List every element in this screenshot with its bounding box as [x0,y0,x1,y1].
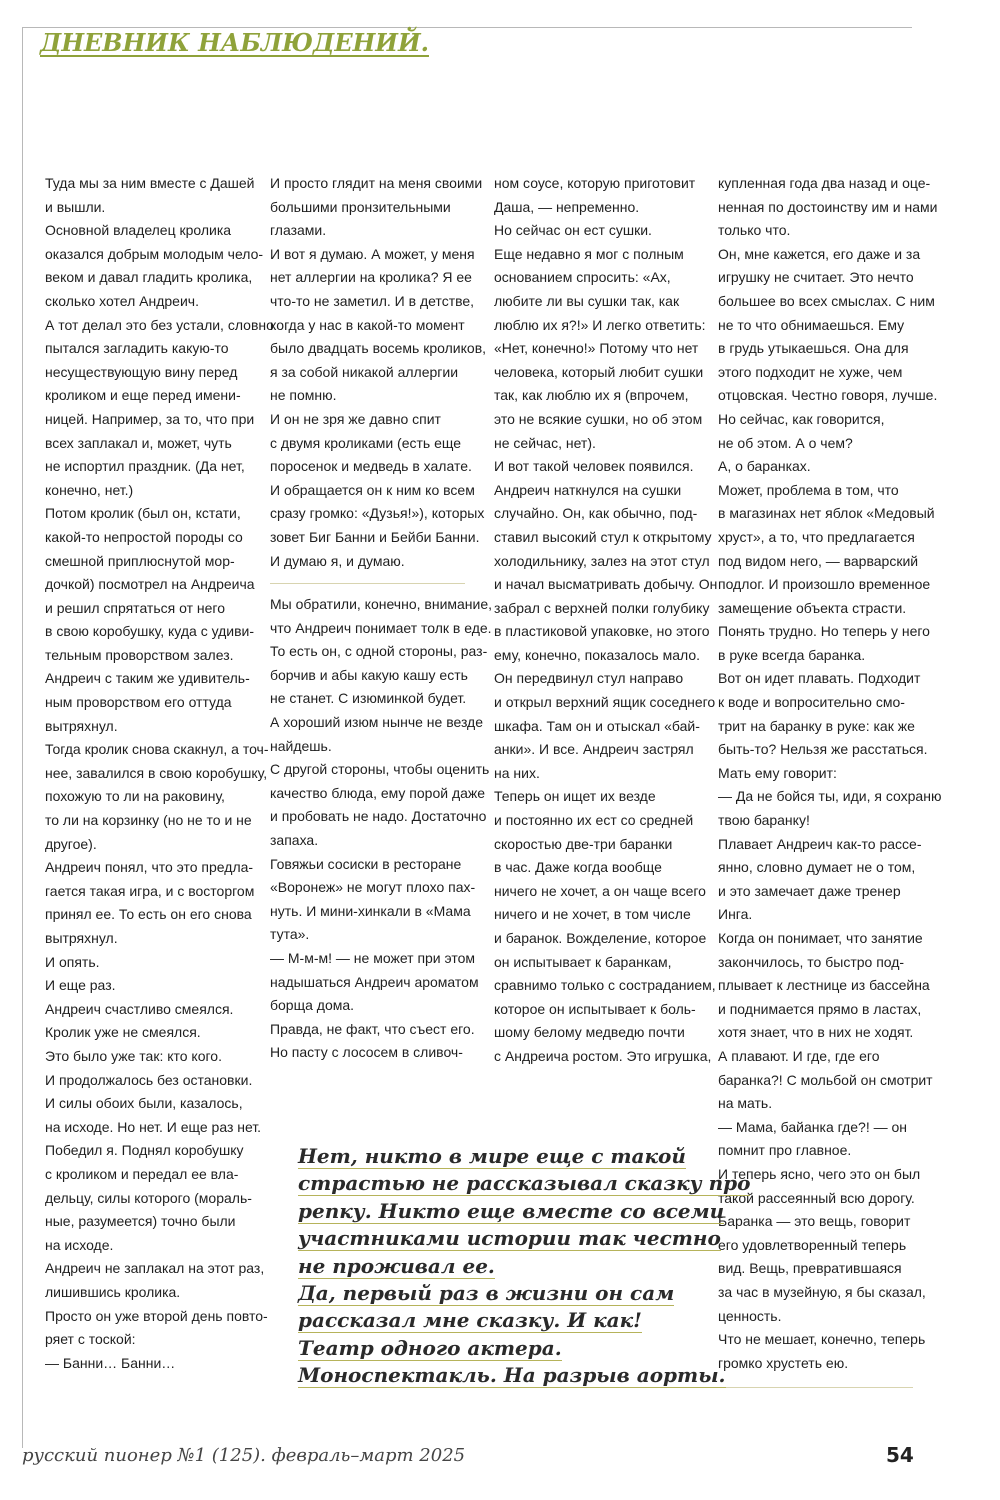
text-line: А хороший изюм нынче не везде [270,714,484,731]
text-line: И теперь ясно, чего это он был [718,1165,921,1182]
text-line: смешной приплюснутой мор- [45,552,235,569]
text-line: И он не зря же давно спит [270,410,441,427]
text-line: Но сейчас он ест сушки. [494,222,652,239]
footer-issue-info: русский пионер №1 (125). февраль–март 2025 [22,1445,466,1466]
text-line: помнит про главное. [718,1142,852,1159]
text-line: поросенок и медведь в халате. [270,458,472,475]
text-line: к воде и вопросительно смо- [718,694,905,711]
text-line: Кролик уже не смеялся. [45,1024,201,1041]
text-line: вытряхнул. [45,930,118,946]
text-line: Потом кролик (был он, кстати, [45,505,241,522]
text-line: И опять. [45,953,100,970]
text-line: Еще недавно я мог с полным [494,245,684,262]
text-line: зовет Биг Банни и Бейби Банни. [270,528,480,545]
text-line: Андреич не заплакал на этот раз, [45,1260,265,1277]
text-line: и это замечает даже тренер [718,882,901,899]
text-line: с двумя кроликами (есть еще [270,434,462,451]
text-line: сравнимо только с состраданием, [494,977,716,994]
text-line: под видом него, — варварский [718,552,919,569]
text-line: — М-м-м! — не может при этом [270,950,476,966]
text-line: найдешь. [270,737,332,754]
text-line: забрал с верхней полки голубику [494,599,710,616]
text-line: его удовлетворенный теперь [718,1236,907,1253]
pull-quote-text: Да, первый раз в жизни он сам [298,1281,675,1306]
text-line: купленная года два назад и оце- [718,175,931,191]
text-line: в магазинах нет яблок «Медовый [718,505,935,522]
text-line: нуть. И мини-хинкали в «Мама [270,902,471,919]
left-margin-rule [22,28,23,1448]
pull-quote-text: Нет, никто в мире еще с такой [298,1144,686,1168]
text-line: игрушку не считает. Это нечто [718,269,914,286]
text-column-2 [270,172,493,1065]
text-line: И обращается он к ним ко всем [270,481,475,498]
text-line: конечно, нет.) [45,481,134,498]
text-line: другое). [45,835,97,852]
text-column-3 [494,172,718,1069]
text-line: Андреич счастливо смеялся. [45,1000,234,1017]
text-line: янно, словно думает не о том, [718,859,916,876]
pull-quote-line [298,1225,721,1252]
text-line: трит на баранку в руке: как же [718,717,915,734]
text-line: Андреич понял, что это предла- [45,859,254,876]
text-line: Даша, — непременно. [494,198,640,215]
text-line: кроликом и еще перед имени- [45,387,241,404]
text-line: дочкой) посмотрел на Андреича [45,576,255,593]
pull-quote-text: рассказал мне сказку. И как! [298,1308,642,1333]
text-line: борща дома. [270,997,355,1014]
text-line: гается такая игра, и с восторгом [45,882,255,899]
text-line: принял ее. То есть он его снова [45,906,252,923]
text-line: не то что обнимаешься. Ему [718,316,905,333]
text-line: оказался добрым молодым чело- [45,245,264,262]
text-line: Когда он понимает, что занятие [718,930,923,946]
text-line: и постоянно их ест со средней [494,812,694,829]
text-line: И вот такой человек появился. [494,458,694,475]
text-line: не станет. С изюминкой будет. [270,690,467,707]
text-line: Говяжьи сосиски в ресторане [270,855,462,872]
text-line: замещение объекта страсти. [718,599,907,616]
pull-quote-line [298,1335,698,1362]
text-line: Это было уже так: кто кого. [45,1047,222,1064]
text-line: в свою коробушку, куда с удиви- [45,623,255,640]
text-line: такой рассеянный всю дорогу. [718,1189,915,1206]
text-line: и баранок. Вожделение, которое [494,930,707,946]
text-line: надышаться Андреич ароматом [270,973,479,990]
text-line: скоростью две-три баранки [494,835,673,852]
text-line: Понять трудно. Но теперь у него [718,623,930,640]
text-line: тельным проворством залез. [45,646,234,663]
text-line: Тогда кролик снова скакнул, а точ- [45,741,269,758]
text-line: на исходе. Но нет. И еще раз нет. [45,1118,262,1135]
text-line: нее, завалился в свою коробушку, [45,764,268,781]
text-line: ему, конечно, показалось мало. [494,646,701,663]
text-line: что Андреич понимает толк в еде. [270,619,492,636]
text-line: не сейчас, нет). [494,434,596,451]
text-line: в час. Даже когда вообще [494,859,662,876]
text-line: любите ли вы сушки так, как [494,292,680,309]
text-line: ненная по достоинству им и нами [718,198,938,215]
text-line: что-то не заметил. И в детстве, [270,292,475,309]
text-line: Теперь он ищет их везде [494,788,656,805]
text-line: сразу громко: «Дузья!»), которых [270,505,485,522]
text-line: он испытывает к баранкам, [494,953,672,970]
text-line: И силы обоих были, казалось, [45,1095,243,1112]
text-line: на исходе. [45,1236,114,1253]
text-line: «Воронеж» не могут плохо пах- [270,879,476,896]
text-line: Вот он идет плавать. Подходит [718,670,921,687]
text-line: ном соусе, которую приготовит [494,175,696,191]
text-line: человека, который любит сушки [494,363,704,380]
text-line: на них. [494,764,540,781]
text-line: пытался загладить какую-то [45,340,229,357]
text-line: И еще раз. [45,977,116,994]
text-line: борчив и абы какую кашу есть [270,666,468,683]
text-line: ные, разумеется) точно были [45,1213,236,1230]
pull-quote-line [298,1143,698,1170]
pull-quote-line [298,1307,698,1334]
text-line: Правда, не факт, что съест его. [270,1020,475,1037]
text-line: лишившись кролика. [45,1283,181,1300]
text-line: «Нет, конечно!» Потому что нет [494,340,699,357]
text-line: я за собой никакой аллергии [270,363,459,380]
text-line: и пробовать не надо. Достаточно [270,808,487,825]
text-line: основанием спросить: «Ах, [494,269,671,286]
text-line: так, как люблю их я (впрочем, [494,387,689,404]
text-line: ряет с тоской: [45,1331,136,1348]
text-line: Он, мне кажется, его даже и за [718,245,921,262]
text-line: веком и давал гладить кролика, [45,269,253,286]
section-divider [270,583,465,584]
text-line: вытряхнул. [45,717,118,734]
text-line: твою баранку! [718,812,810,829]
text-line: случайно. Он, как обычно, под- [494,505,698,522]
text-line: А тот делал это без устали, словно [45,316,274,333]
text-line: Мать ему говорит: [718,764,837,781]
text-line: только что. [718,222,791,239]
text-line: в грудь утыкаешься. Она для [718,340,909,357]
text-line: подлог. И произошло временное [718,576,931,593]
text-line: Может, проблема в том, что [718,481,899,498]
text-line: то ли на корзинку (но не то и не [45,812,252,829]
rubric-title: ДНЕВНИК НАБЛЮДЕНИЙ. [40,28,429,57]
column-end-rule [718,1387,913,1388]
text-line: ницей. Например, за то, что при [45,410,255,427]
pull-quote-text: репку. Никто еще вместе со всеми [298,1198,725,1223]
text-line: Андреич с таким же удивитель- [45,670,250,687]
text-line: С другой стороны, чтобы оценить [270,761,490,778]
text-line: А, о баранках. [718,458,811,475]
text-line: Но пасту с лососем в сливоч- [270,1044,463,1061]
text-line: и поднимается прямо в ластах, [718,1000,922,1017]
text-line: с Андреича ростом. Это игрушка, [494,1047,712,1064]
text-line: баранка?! С мольбой он смотрит [718,1071,933,1088]
text-line: не помню. [270,387,337,404]
text-line: Баранка — это вещь, говорит [718,1213,911,1230]
text-line: А плавают. И где, где его [718,1047,880,1064]
text-line: анки». И все. Андреич застрял [494,741,694,758]
text-line: большее во всех смыслах. С ним [718,292,935,309]
text-line: — Банни… Банни… [45,1354,176,1371]
text-line: в руке всегда баранка. [718,646,866,663]
text-line: отцовская. Честно говоря, лучше. [718,387,938,404]
text-line: Он передвинул стул направо [494,670,684,687]
text-line: и решил спрятаться от него [45,599,225,616]
text-line: плывает к лестнице из бассейна [718,977,930,994]
text-line: И думаю я, и думаю. [270,552,405,569]
text-line: холодильнику, залез на этот стул [494,552,710,569]
pull-quote-line [298,1198,725,1225]
text-line: и открыл верхний ящик соседнего [494,694,716,711]
text-line: — Мама, байанка где?! — он [718,1118,908,1135]
text-line: похожую то ли на раковину, [45,788,225,805]
pull-quote-text: страстью не рассказывал сказку про [298,1171,751,1196]
text-line: было двадцать восемь кроликов, [270,340,487,357]
text-line: с кроликом и передал ее вла- [45,1165,239,1182]
text-line: Основной владелец кролика [45,222,232,239]
text-line: хотя знает, что в них не ходят. [718,1024,914,1041]
text-line: большими пронзительными [270,198,451,215]
text-line: шому белому медведю почти [494,1024,685,1041]
text-line: Но сейчас, как говорится, [718,410,885,427]
text-line: И просто глядит на меня своими [270,175,483,191]
text-line: И продолжалось без остановки. [45,1071,253,1088]
pull-quote-text: участниками истории так честно [298,1226,721,1251]
text-line: какой-то непростой породы со [45,528,243,545]
pull-quote-text: Театр одного актера. [298,1335,562,1360]
text-line: качество блюда, ему порой даже [270,784,486,801]
text-line: ставил высокий стул к открытому [494,528,712,545]
text-line: И вот я думаю. А может, у меня [270,245,475,262]
text-line: Просто он уже второй день повто- [45,1307,268,1324]
pull-quote-line [298,1362,726,1389]
text-line: вид. Вещь, превратившаяся [718,1260,902,1277]
text-line: дельцу, силы которого (мораль- [45,1189,252,1206]
text-line: ничего и не хочет, в том числе [494,906,691,923]
pull-quote-line [298,1280,698,1307]
text-line: когда у нас в какой-то момент [270,316,465,333]
text-line: Плавает Андреич как-то рассе- [718,835,922,852]
text-line: шкафа. Там он и отыскал «бай- [494,717,700,734]
text-line: этого подходит не хуже, чем [718,363,903,380]
text-line: люблю их я?!» И легко ответить: [494,316,706,333]
text-line: тута». [270,926,310,943]
text-line: это не всякие сушки, но об этом [494,410,703,427]
text-line: Андреич наткнулся на сушки [494,481,682,498]
text-line: и начал высматривать добычу. Он [494,576,718,593]
text-line: на мать. [718,1095,773,1112]
text-line: которое он испытывает к боль- [494,1000,696,1017]
text-line: закончилось, то быстро под- [718,953,905,970]
text-line: глазами. [270,222,327,239]
text-line: не испортил праздник. (Да нет, [45,458,245,475]
text-line: Победил я. Поднял коробушку [45,1142,244,1159]
pull-quote-line [298,1253,698,1280]
text-line: и вышли. [45,198,106,215]
text-line: Что не мешает, конечно, теперь [718,1331,926,1348]
text-line: запаха. [270,832,319,849]
page-number: 54 [886,1443,914,1467]
text-line: сколько хотел Андреич. [45,292,199,309]
text-line: громко хрустеть ею. [718,1354,849,1371]
text-line: Инга. [718,906,753,923]
text-line: Мы обратили, конечно, внимание, [270,596,493,613]
text-column-1 [45,172,274,1375]
text-line: ценность. [718,1307,782,1324]
pull-quote-text: не проживал ее. [298,1253,495,1278]
text-line: — Да не бойся ты, иди, я сохраню [718,788,942,805]
pull-quote-text: Моноспектакль. На разрыв аорты. [298,1363,726,1388]
text-line: за час в музейную, я бы сказал, [718,1283,926,1300]
text-line: То есть он, с одной стороны, раз- [270,643,488,660]
text-line: быть-то? Нельзя же расстаться. [718,741,928,758]
text-line: не об этом. А о чем? [718,434,853,451]
pull-quote-line [298,1170,751,1197]
text-line: в пластиковой упаковке, но этого [494,623,710,640]
text-line: хруст», а то, что предлагается [718,528,915,545]
text-line: Туда мы за ним вместе с Дашей [45,175,255,191]
text-line: ничего не хочет, а он чаще всего [494,882,706,899]
text-line: ным проворством его оттуда [45,694,232,711]
text-line: нет аллергии на кролика? Я ее [270,269,472,286]
text-line: всех заплакал и, может, чуть [45,434,232,451]
text-line: несуществующую вину перед [45,363,238,380]
